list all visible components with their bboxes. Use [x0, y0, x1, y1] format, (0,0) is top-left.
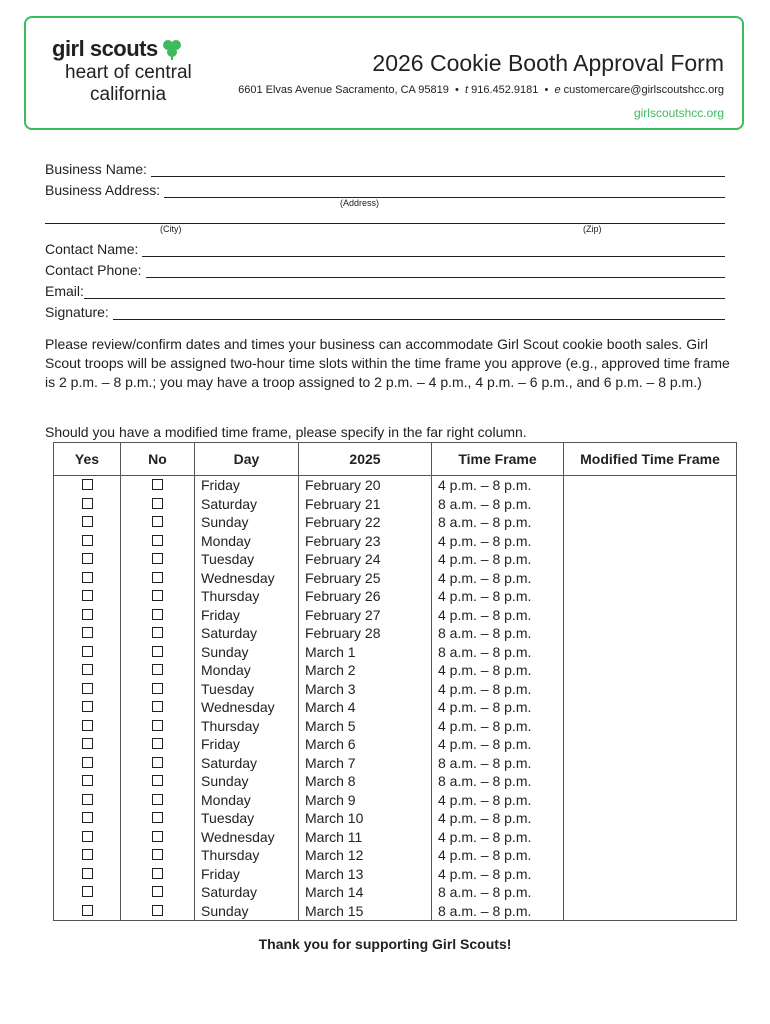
table-row	[54, 532, 737, 551]
no-checkbox[interactable]	[152, 590, 163, 601]
no-cell	[121, 772, 195, 791]
yes-checkbox[interactable]	[82, 757, 93, 768]
yes-cell	[54, 550, 121, 569]
yes-cell	[54, 865, 121, 884]
time-cell: 4 p.m. – 8 p.m.	[432, 569, 564, 588]
signature-label: Signature:	[45, 304, 109, 320]
yes-checkbox[interactable]	[82, 590, 93, 601]
date-cell: March 5	[299, 717, 432, 736]
modified-time-cell[interactable]	[564, 828, 737, 847]
yes-cell	[54, 791, 121, 810]
day-cell: Sunday	[195, 513, 299, 532]
no-checkbox[interactable]	[152, 738, 163, 749]
modified-time-cell[interactable]	[564, 846, 737, 865]
header-no: No	[121, 443, 195, 476]
yes-cell	[54, 513, 121, 532]
date-cell: February 23	[299, 532, 432, 551]
date-cell: March 2	[299, 661, 432, 680]
header-time-frame: Time Frame	[432, 443, 564, 476]
yes-cell	[54, 809, 121, 828]
no-cell	[121, 661, 195, 680]
city-zip-field[interactable]	[45, 209, 725, 224]
time-cell: 8 a.m. – 8 p.m.	[432, 772, 564, 791]
phone-text: 916.452.9181	[471, 84, 539, 96]
modified-time-cell[interactable]	[564, 717, 737, 736]
date-cell: March 11	[299, 828, 432, 847]
yes-checkbox[interactable]	[82, 775, 93, 786]
no-checkbox[interactable]	[152, 794, 163, 805]
no-checkbox[interactable]	[152, 498, 163, 509]
table-row	[54, 698, 737, 717]
date-cell: March 8	[299, 772, 432, 791]
email-text: customercare@girlscoutshcc.org	[563, 84, 724, 96]
no-checkbox[interactable]	[152, 775, 163, 786]
no-cell	[121, 569, 195, 588]
business-address-field[interactable]	[164, 183, 725, 198]
table-row	[54, 902, 737, 921]
no-checkbox[interactable]	[152, 849, 163, 860]
date-cell: February 25	[299, 569, 432, 588]
contact-name-field[interactable]	[142, 242, 725, 257]
modified-time-cell[interactable]	[564, 661, 737, 680]
day-cell: Thursday	[195, 587, 299, 606]
modified-time-cell[interactable]	[564, 883, 737, 902]
modified-time-cell[interactable]	[564, 735, 737, 754]
email-label-field: Email:	[45, 283, 84, 299]
time-cell: 4 p.m. – 8 p.m.	[432, 532, 564, 551]
yes-cell	[54, 680, 121, 699]
website-link[interactable]: girlscoutshcc.org	[633, 106, 724, 120]
day-cell: Monday	[195, 791, 299, 810]
time-cell: 8 a.m. – 8 p.m.	[432, 883, 564, 902]
modified-time-cell[interactable]	[564, 624, 737, 643]
no-cell	[121, 865, 195, 884]
date-cell: February 21	[299, 495, 432, 514]
no-cell	[121, 606, 195, 625]
day-cell: Sunday	[195, 643, 299, 662]
date-cell: March 4	[299, 698, 432, 717]
modified-time-cell[interactable]	[564, 754, 737, 773]
table-row	[54, 476, 737, 495]
no-checkbox[interactable]	[152, 886, 163, 897]
time-cell: 4 p.m. – 8 p.m.	[432, 698, 564, 717]
no-checkbox[interactable]	[152, 553, 163, 564]
contact-phone-label: Contact Phone:	[45, 262, 142, 278]
modified-time-cell[interactable]	[564, 680, 737, 699]
day-cell: Wednesday	[195, 569, 299, 588]
trefoil-icon	[160, 38, 184, 60]
date-cell: March 6	[299, 735, 432, 754]
time-cell: 4 p.m. – 8 p.m.	[432, 550, 564, 569]
time-cell: 4 p.m. – 8 p.m.	[432, 865, 564, 884]
yes-cell	[54, 902, 121, 921]
time-cell: 8 a.m. – 8 p.m.	[432, 495, 564, 514]
modified-time-cell[interactable]	[564, 550, 737, 569]
day-cell: Saturday	[195, 754, 299, 773]
no-cell	[121, 513, 195, 532]
time-cell: 8 a.m. – 8 p.m.	[432, 754, 564, 773]
address-text: 6601 Elvas Avenue Sacramento, CA 95819	[238, 84, 449, 96]
no-checkbox[interactable]	[152, 720, 163, 731]
time-cell: 4 p.m. – 8 p.m.	[432, 735, 564, 754]
no-checkbox[interactable]	[152, 572, 163, 583]
date-cell: March 10	[299, 809, 432, 828]
modified-time-cell[interactable]	[564, 569, 737, 588]
yes-checkbox[interactable]	[82, 627, 93, 638]
day-cell: Sunday	[195, 772, 299, 791]
header-day: Day	[195, 443, 299, 476]
no-cell	[121, 698, 195, 717]
contact-name-label: Contact Name:	[45, 241, 139, 257]
header-yes: Yes	[54, 443, 121, 476]
yes-cell	[54, 532, 121, 551]
yes-cell	[54, 606, 121, 625]
date-cell: February 27	[299, 606, 432, 625]
logo-line-3: california	[90, 84, 167, 105]
yes-cell	[54, 698, 121, 717]
header-year: 2025	[299, 443, 432, 476]
yes-cell	[54, 569, 121, 588]
time-cell: 4 p.m. – 8 p.m.	[432, 680, 564, 699]
time-cell: 4 p.m. – 8 p.m.	[432, 828, 564, 847]
no-checkbox[interactable]	[152, 812, 163, 823]
date-cell: March 14	[299, 883, 432, 902]
modified-time-cell[interactable]	[564, 643, 737, 662]
no-cell	[121, 587, 195, 606]
logo	[52, 36, 212, 106]
modified-time-cell[interactable]	[564, 513, 737, 532]
no-checkbox[interactable]	[152, 757, 163, 768]
table-row	[54, 828, 737, 847]
address-hint: (Address)	[340, 198, 380, 208]
modified-time-cell[interactable]	[564, 532, 737, 551]
table-row	[54, 587, 737, 606]
table-row	[54, 791, 737, 810]
time-cell: 4 p.m. – 8 p.m.	[432, 809, 564, 828]
no-cell	[121, 902, 195, 921]
no-checkbox[interactable]	[152, 627, 163, 638]
yes-checkbox[interactable]	[82, 868, 93, 879]
yes-checkbox[interactable]	[82, 738, 93, 749]
no-checkbox[interactable]	[152, 831, 163, 842]
day-cell: Thursday	[195, 846, 299, 865]
time-cell: 4 p.m. – 8 p.m.	[432, 846, 564, 865]
no-checkbox[interactable]	[152, 479, 163, 490]
date-cell: March 3	[299, 680, 432, 699]
table-row	[54, 624, 737, 643]
business-address-label: Business Address:	[45, 182, 161, 198]
date-cell: February 28	[299, 624, 432, 643]
no-checkbox[interactable]	[152, 646, 163, 657]
yes-checkbox[interactable]	[82, 849, 93, 860]
modified-time-cell[interactable]	[564, 698, 737, 717]
table-row	[54, 550, 737, 569]
no-cell	[121, 495, 195, 514]
header-modified: Modified Time Frame	[564, 443, 737, 476]
date-cell: February 22	[299, 513, 432, 532]
zip-hint: (Zip)	[583, 224, 602, 234]
no-checkbox[interactable]	[152, 535, 163, 546]
date-cell: March 7	[299, 754, 432, 773]
time-cell: 4 p.m. – 8 p.m.	[432, 587, 564, 606]
day-cell: Tuesday	[195, 809, 299, 828]
signature-field[interactable]	[113, 305, 725, 320]
business-name-label: Business Name:	[45, 161, 147, 177]
yes-checkbox[interactable]	[82, 535, 93, 546]
day-cell: Saturday	[195, 624, 299, 643]
time-cell: 8 a.m. – 8 p.m.	[432, 643, 564, 662]
phone-label: t	[464, 84, 469, 96]
no-checkbox[interactable]	[152, 609, 163, 620]
no-cell	[121, 735, 195, 754]
yes-cell	[54, 717, 121, 736]
table-row	[54, 643, 737, 662]
no-checkbox[interactable]	[152, 664, 163, 675]
no-cell	[121, 809, 195, 828]
day-cell: Saturday	[195, 883, 299, 902]
time-cell: 4 p.m. – 8 p.m.	[432, 606, 564, 625]
table-row	[54, 772, 737, 791]
modified-time-cell[interactable]	[564, 587, 737, 606]
table-row	[54, 865, 737, 884]
table-row	[54, 735, 737, 754]
table-row	[54, 809, 737, 828]
no-cell	[121, 754, 195, 773]
table-row	[54, 717, 737, 736]
yes-checkbox[interactable]	[82, 701, 93, 712]
yes-checkbox[interactable]	[82, 479, 93, 490]
date-cell: March 12	[299, 846, 432, 865]
yes-checkbox[interactable]	[82, 609, 93, 620]
yes-cell	[54, 587, 121, 606]
date-cell: March 9	[299, 791, 432, 810]
day-cell: Saturday	[195, 495, 299, 514]
yes-cell	[54, 476, 121, 495]
modified-time-cell[interactable]	[564, 606, 737, 625]
modified-time-cell[interactable]	[564, 476, 737, 495]
no-cell	[121, 476, 195, 495]
date-cell: March 15	[299, 902, 432, 921]
no-checkbox[interactable]	[152, 516, 163, 527]
date-cell: February 20	[299, 476, 432, 495]
table-row	[54, 606, 737, 625]
no-cell	[121, 624, 195, 643]
day-cell: Thursday	[195, 717, 299, 736]
yes-checkbox[interactable]	[82, 664, 93, 675]
no-cell	[121, 532, 195, 551]
yes-cell	[54, 846, 121, 865]
table-row	[54, 569, 737, 588]
yes-checkbox[interactable]	[82, 905, 93, 916]
modified-time-cell[interactable]	[564, 791, 737, 810]
modified-time-cell[interactable]	[564, 495, 737, 514]
yes-checkbox[interactable]	[82, 683, 93, 694]
table-row	[54, 661, 737, 680]
no-cell	[121, 550, 195, 569]
business-fields	[45, 156, 725, 320]
no-cell	[121, 791, 195, 810]
yes-cell	[54, 883, 121, 902]
contact-phone-field[interactable]	[146, 263, 725, 278]
no-cell	[121, 717, 195, 736]
day-cell: Sunday	[195, 902, 299, 921]
no-checkbox[interactable]	[152, 905, 163, 916]
day-cell: Tuesday	[195, 680, 299, 699]
day-cell: Wednesday	[195, 698, 299, 717]
no-cell	[121, 846, 195, 865]
yes-checkbox[interactable]	[82, 498, 93, 509]
date-cell: March 1	[299, 643, 432, 662]
business-name-field[interactable]	[151, 162, 725, 177]
table-row	[54, 680, 737, 699]
time-cell: 4 p.m. – 8 p.m.	[432, 476, 564, 495]
date-cell: February 24	[299, 550, 432, 569]
no-checkbox[interactable]	[152, 683, 163, 694]
yes-cell	[54, 495, 121, 514]
yes-checkbox[interactable]	[82, 812, 93, 823]
yes-cell	[54, 661, 121, 680]
time-cell: 4 p.m. – 8 p.m.	[432, 717, 564, 736]
modified-time-cell[interactable]	[564, 865, 737, 884]
modified-note: Should you have a modified time frame, please specify in the far right column.	[45, 424, 527, 440]
day-cell: Wednesday	[195, 828, 299, 847]
date-cell: February 26	[299, 587, 432, 606]
day-cell: Monday	[195, 661, 299, 680]
day-cell: Friday	[195, 865, 299, 884]
city-hint: (City)	[160, 224, 182, 234]
yes-checkbox[interactable]	[82, 553, 93, 564]
yes-cell	[54, 828, 121, 847]
day-cell: Monday	[195, 532, 299, 551]
form-title: 2026 Cookie Booth Approval Form	[372, 50, 724, 76]
email-label: e	[554, 84, 561, 96]
yes-cell	[54, 754, 121, 773]
no-checkbox[interactable]	[152, 868, 163, 879]
yes-checkbox[interactable]	[82, 720, 93, 731]
table-row	[54, 513, 737, 532]
modified-time-cell[interactable]	[564, 809, 737, 828]
day-cell: Friday	[195, 476, 299, 495]
yes-checkbox[interactable]	[82, 516, 93, 527]
no-cell	[121, 828, 195, 847]
yes-cell	[54, 643, 121, 662]
table-row	[54, 846, 737, 865]
yes-cell	[54, 772, 121, 791]
modified-time-cell[interactable]	[564, 902, 737, 921]
day-cell: Friday	[195, 735, 299, 754]
date-cell: March 13	[299, 865, 432, 884]
time-cell: 8 a.m. – 8 p.m.	[432, 902, 564, 921]
time-cell: 4 p.m. – 8 p.m.	[432, 791, 564, 810]
day-cell: Friday	[195, 606, 299, 625]
day-cell: Tuesday	[195, 550, 299, 569]
contact-info: 6601 Elvas Avenue Sacramento, CA 95819 • t 916.452.9181 • e customercare@girlscoutshcc.org	[238, 84, 724, 96]
yes-checkbox[interactable]	[82, 794, 93, 805]
yes-checkbox[interactable]	[82, 646, 93, 657]
time-cell: 8 a.m. – 8 p.m.	[432, 513, 564, 532]
yes-cell	[54, 735, 121, 754]
no-cell	[121, 643, 195, 662]
time-cell: 8 a.m. – 8 p.m.	[432, 624, 564, 643]
yes-checkbox[interactable]	[82, 831, 93, 842]
logo-brand-text: girl scouts	[52, 36, 158, 61]
time-cell: 4 p.m. – 8 p.m.	[432, 661, 564, 680]
yes-checkbox[interactable]	[82, 572, 93, 583]
booth-table	[53, 442, 737, 921]
email-field[interactable]	[84, 284, 725, 299]
yes-checkbox[interactable]	[82, 886, 93, 897]
table-row	[54, 883, 737, 902]
modified-time-cell[interactable]	[564, 772, 737, 791]
instructions-paragraph: Please review/confirm dates and times your business can accommodate Girl Scout cookie booth sales. Girl Scout troops will be assigned two-hour time slots within the time frame you approve (e.g., approved time frame is 2 p.m. – 8 p.m.; you may have a troop assigned to 2 p.m. – 4 p.m., 4 p.m. – 6 p.m., and 6 p.m. – 8 p.m.)	[45, 336, 730, 390]
table-row	[54, 495, 737, 514]
logo-line-2: heart of central	[65, 62, 192, 83]
no-cell	[121, 680, 195, 699]
no-cell	[121, 883, 195, 902]
yes-cell	[54, 624, 121, 643]
table-row	[54, 754, 737, 773]
no-checkbox[interactable]	[152, 701, 163, 712]
thanks-message: Thank you for supporting Girl Scouts!	[258, 936, 512, 952]
